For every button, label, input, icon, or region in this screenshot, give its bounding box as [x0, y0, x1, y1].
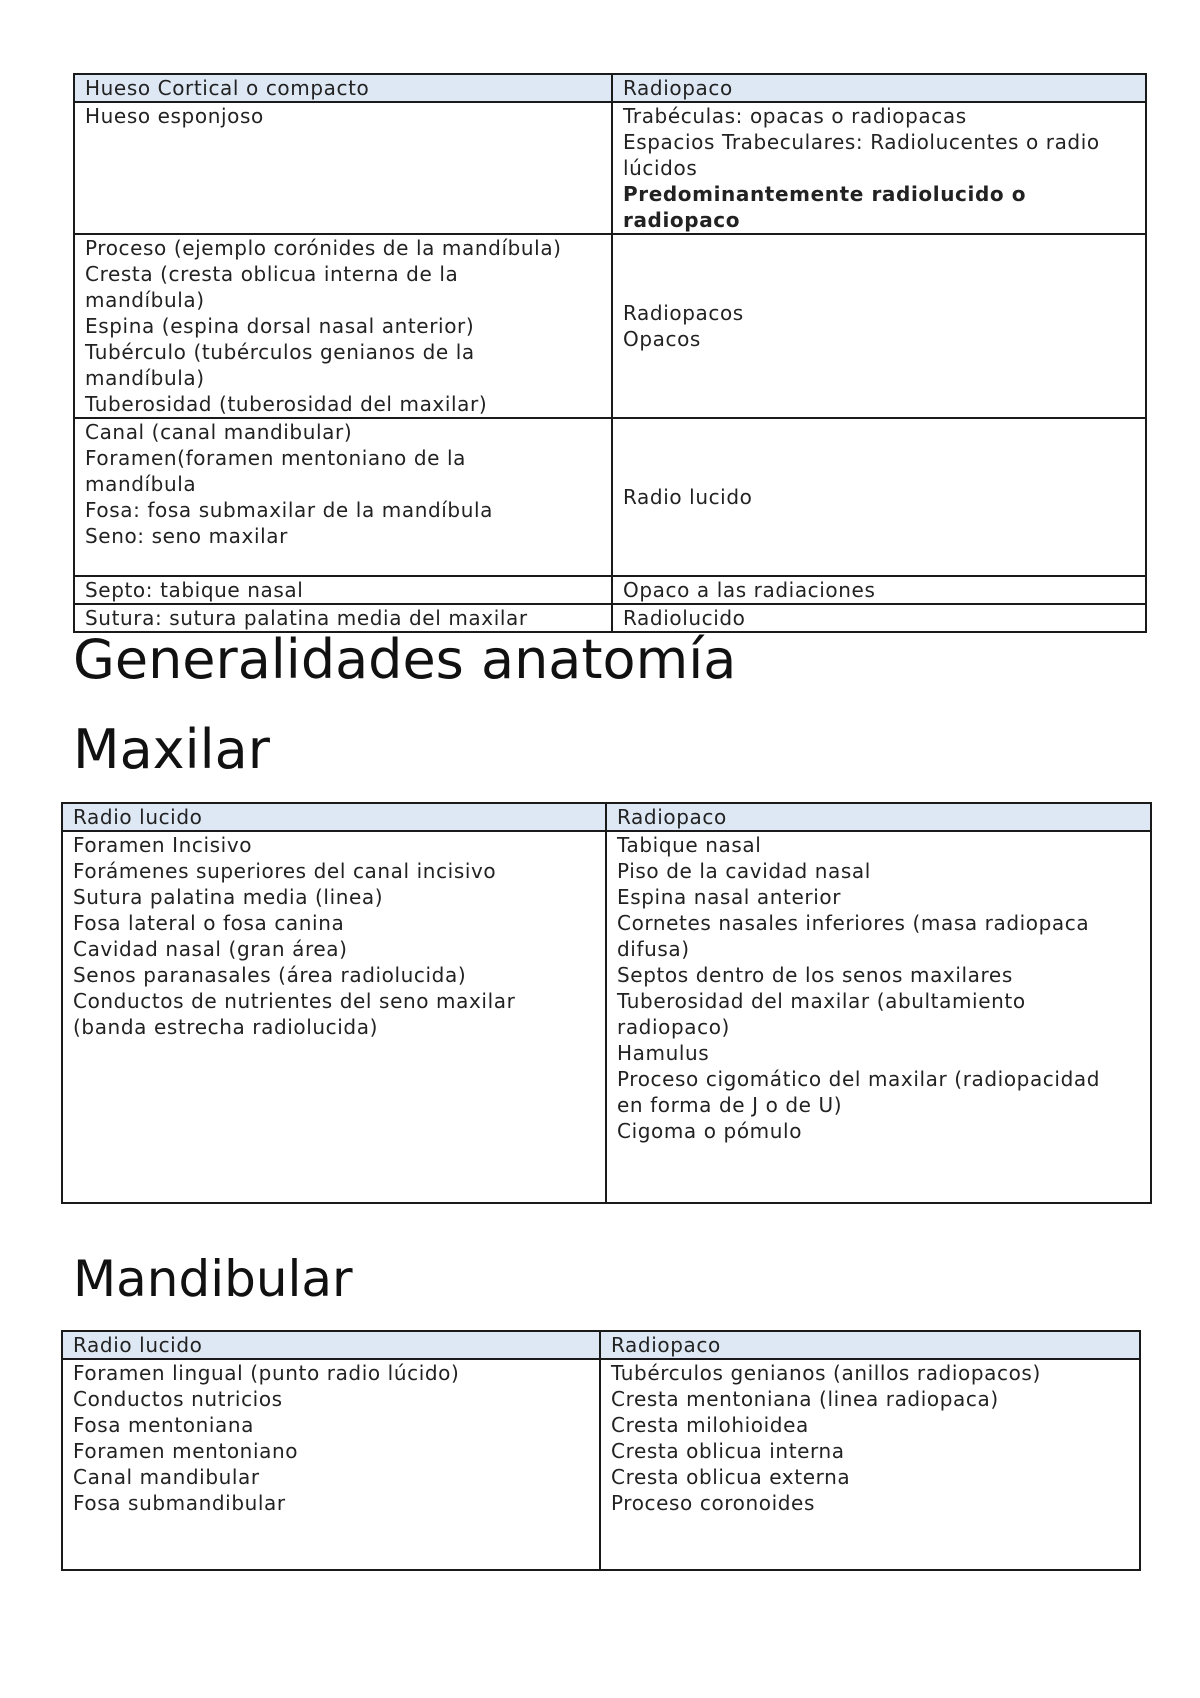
table-row — [74, 576, 1146, 604]
table-row — [74, 102, 1146, 234]
cell-line: difusa) — [617, 937, 690, 961]
table-cell — [62, 1359, 600, 1570]
cell-line: Fosa mentoniana — [73, 1413, 255, 1437]
cell-line: Forámenes superiores del canal incisivo — [73, 859, 497, 883]
heading-generalidades: Generalidades anatomía — [73, 628, 737, 691]
cell-line: Foramen mentoniano — [73, 1439, 299, 1463]
cell-line: Sutura palatina media (linea) — [73, 885, 384, 909]
cell-line: lúcidos — [623, 156, 698, 180]
cell-line: Cresta (cresta oblicua interna de la — [85, 262, 459, 286]
cell-line: Proceso (ejemplo corónides de la mandíbula) — [85, 236, 562, 260]
cell-line: Canal mandibular — [73, 1465, 260, 1489]
cell-line-bold: Predominantemente radiolucido o — [623, 182, 1027, 206]
cell-line: Canal (canal mandibular) — [85, 420, 353, 444]
bone-density-table — [73, 73, 1147, 633]
table-header-row — [74, 74, 1146, 102]
cell-line: Espina nasal anterior — [617, 885, 842, 909]
cell-line: Proceso cigomático del maxilar (radiopacidad — [617, 1067, 1101, 1091]
header-cell: Radiopaco — [612, 74, 1146, 102]
maxilar-table — [61, 802, 1152, 1204]
table-cell — [600, 1359, 1140, 1570]
cell-line: (banda estrecha radiolucida) — [73, 1015, 378, 1039]
table-header-row — [62, 803, 1151, 831]
table-row — [62, 831, 1151, 1203]
cell-line: Proceso coronoides — [611, 1491, 815, 1515]
cell-line-bold: radiopaco — [623, 208, 741, 232]
cell-line: Cornetes nasales inferiores (masa radiopaca — [617, 911, 1090, 935]
cell-line: mandíbula) — [85, 366, 205, 390]
header-cell: Hueso Cortical o compacto — [74, 74, 612, 102]
cell-line: Foramen(foramen mentoniano de la — [85, 446, 467, 470]
cell-line: Septos dentro de los senos maxilares — [617, 963, 1013, 987]
table-cell — [612, 234, 1146, 418]
cell-line: Tabique nasal — [617, 833, 762, 857]
table-row — [62, 1359, 1140, 1570]
header-cell: Radio lucido — [62, 1331, 600, 1359]
table-cell: Septo: tabique nasal — [74, 576, 612, 604]
cell-line: mandíbula) — [85, 288, 205, 312]
cell-line: en forma de J o de U) — [617, 1093, 843, 1117]
heading-mandibular: Mandibular — [73, 1250, 353, 1308]
table-row — [74, 418, 1146, 576]
cell-line: Trabéculas: opacas o radiopacas — [623, 104, 967, 128]
cell-line: Tuberosidad (tuberosidad del maxilar) — [85, 392, 488, 416]
cell-line: Piso de la cavidad nasal — [617, 859, 871, 883]
cell-line: Espacios Trabeculares: Radiolucentes o radio — [623, 130, 1100, 154]
cell-line: Fosa: fosa submaxilar de la mandíbula — [85, 498, 494, 522]
cell-line: Foramen lingual (punto radio lúcido) — [73, 1361, 460, 1385]
cell-line: Cresta mentoniana (linea radiopaca) — [611, 1387, 999, 1411]
cell-line: Hueso esponjoso — [85, 104, 264, 128]
header-cell: Radiopaco — [606, 803, 1151, 831]
table-row — [74, 234, 1146, 418]
table-cell — [62, 831, 606, 1203]
cell-line: Conductos de nutrientes del seno maxilar — [73, 989, 516, 1013]
table-cell — [612, 418, 1146, 576]
cell-line: mandíbula — [85, 472, 197, 496]
mandibular-table — [61, 1330, 1141, 1571]
cell-line: Espina (espina dorsal nasal anterior) — [85, 314, 475, 338]
cell-line: Seno: seno maxilar — [85, 524, 288, 548]
cell-line: Cavidad nasal (gran área) — [73, 937, 348, 961]
cell-line: Tubérculos genianos (anillos radiopacos) — [611, 1361, 1041, 1385]
header-cell: Radio lucido — [62, 803, 606, 831]
table-cell — [74, 418, 612, 576]
table-header-row — [62, 1331, 1140, 1359]
cell-line: Tuberosidad del maxilar (abultamiento — [617, 989, 1026, 1013]
cell-line: Cresta milohioidea — [611, 1413, 809, 1437]
cell-line: Cigoma o pómulo — [617, 1119, 803, 1143]
cell-line: Cresta oblicua externa — [611, 1465, 851, 1489]
table-cell: Sutura: sutura palatina media del maxilar — [74, 604, 612, 632]
table-cell — [606, 831, 1151, 1203]
table-cell — [74, 102, 612, 234]
table-cell: Radiolucido — [612, 604, 1146, 632]
cell-line: radiopaco) — [617, 1015, 730, 1039]
heading-maxilar: Maxilar — [73, 718, 270, 781]
cell-line: Fosa lateral o fosa canina — [73, 911, 345, 935]
cell-line: Radio lucido — [623, 485, 753, 509]
table-cell: Opaco a las radiaciones — [612, 576, 1146, 604]
cell-line: Opacos — [623, 327, 701, 351]
cell-line: Senos paranasales (área radiolucida) — [73, 963, 467, 987]
cell-line: Tubérculo (tubérculos genianos de la — [85, 340, 475, 364]
cell-line: Foramen Incisivo — [73, 833, 253, 857]
cell-line: Hamulus — [617, 1041, 710, 1065]
header-cell: Radiopaco — [600, 1331, 1140, 1359]
cell-line: Radiopacos — [623, 301, 744, 325]
cell-line: Fosa submandibular — [73, 1491, 286, 1515]
table-cell — [74, 234, 612, 418]
cell-line: Cresta oblicua interna — [611, 1439, 845, 1463]
table-cell — [612, 102, 1146, 234]
cell-line: Conductos nutricios — [73, 1387, 283, 1411]
